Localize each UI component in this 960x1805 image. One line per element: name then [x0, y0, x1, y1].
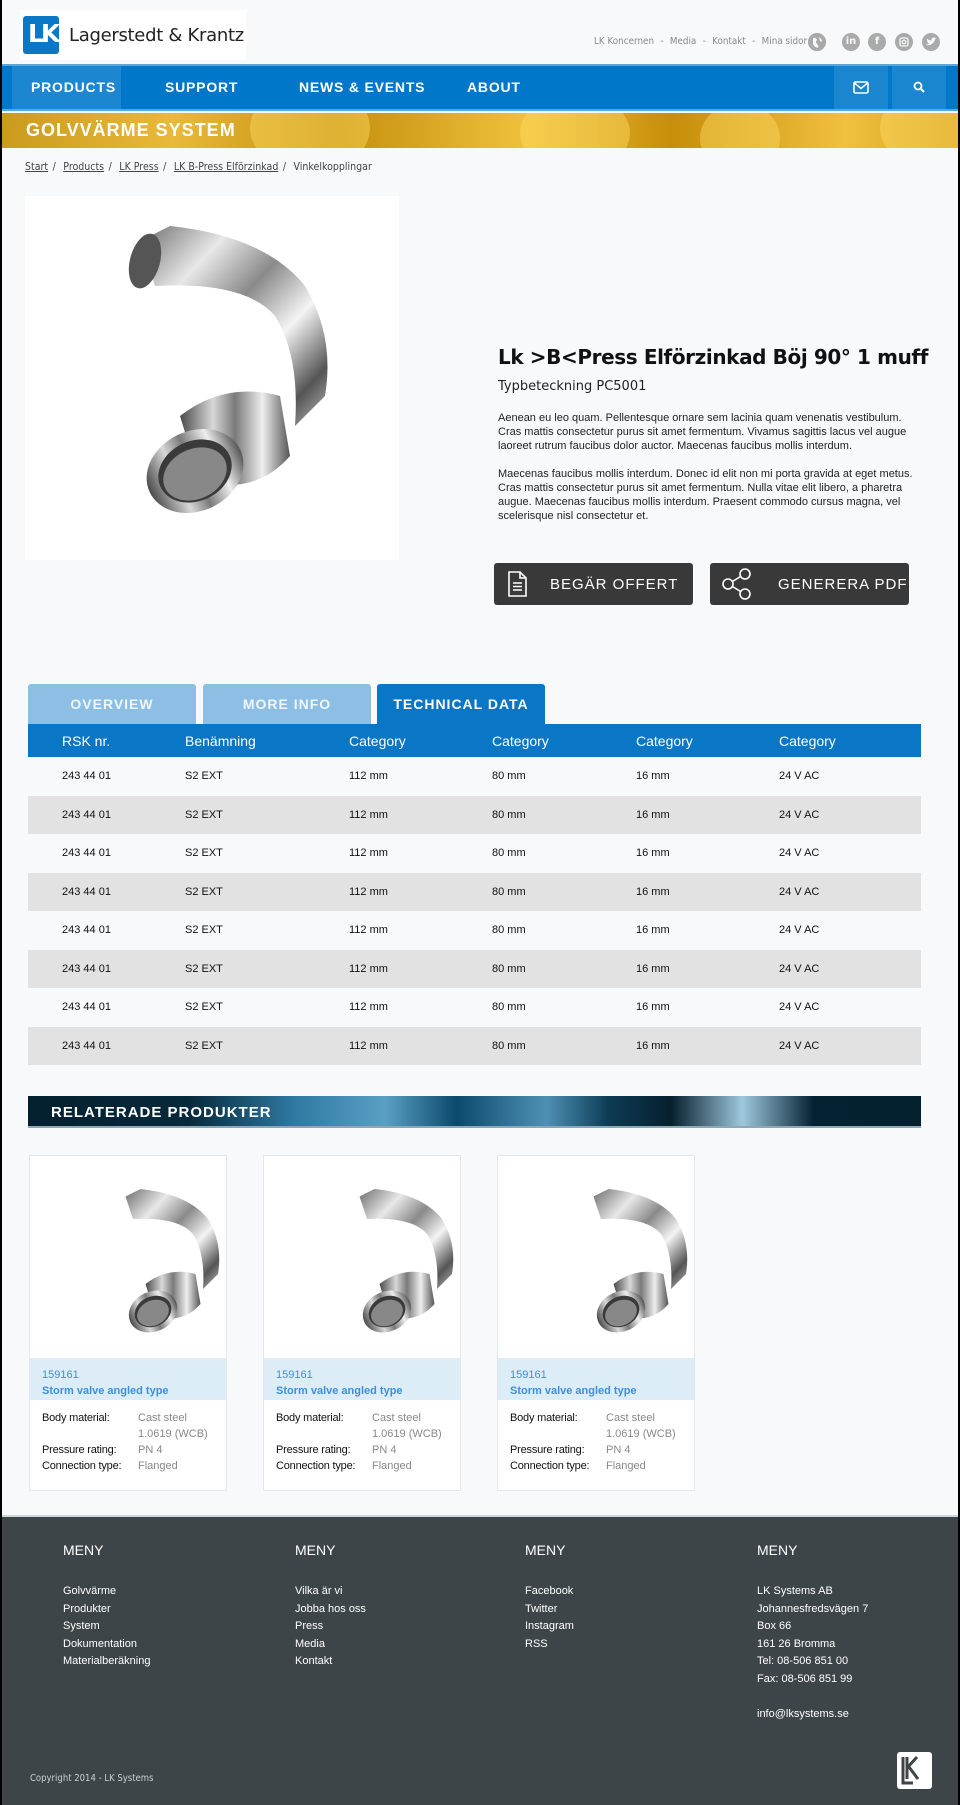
card-name[interactable]: Storm valve angled type: [42, 1385, 169, 1397]
card-image: [264, 1156, 460, 1358]
card-header[interactable]: [264, 1358, 460, 1400]
footer-link[interactable]: Jobba hos oss: [295, 1602, 366, 1615]
generate-pdf-button[interactable]: GENERERA PDF: [710, 563, 909, 605]
globe-icon[interactable]: [808, 33, 826, 51]
logo[interactable]: [20, 10, 246, 60]
table-row: 243 44 01 S2 EXT 112 mm 80 mm 16 mm 24 V AC: [62, 847, 820, 860]
facebook-icon[interactable]: f: [868, 33, 886, 51]
mail-button[interactable]: [834, 66, 888, 109]
site-header: [0, 0, 960, 64]
card-image: [30, 1156, 226, 1358]
table-row: 243 44 01 S2 EXT 112 mm 80 mm 16 mm 24 V AC: [62, 770, 820, 783]
table-row: 243 44 01 S2 EXT 112 mm 80 mm 16 mm 24 V AC: [28, 873, 921, 912]
footer-link[interactable]: Vilka är vi: [295, 1585, 343, 1597]
tab-more-info[interactable]: MORE INFO: [203, 684, 371, 724]
related-title: RELATERADE PRODUKTER: [51, 1104, 272, 1121]
nav-products[interactable]: PRODUCTS: [12, 66, 121, 109]
top-link-media[interactable]: Media: [669, 36, 697, 47]
footer-link-instagram[interactable]: Instagram: [525, 1620, 574, 1632]
product-title: Lk >B<Press Elförzinkad Böj 90° 1 muff: [498, 345, 929, 369]
card-image: [498, 1156, 694, 1358]
top-links: LK Koncernen - Media - Kontakt - Mina sidor: [594, 36, 808, 47]
table-row: 243 44 01 S2 EXT 112 mm 80 mm 16 mm 24 V AC: [28, 950, 921, 989]
footer-column: MENY Facebook Twitter Instagram RSS: [525, 1542, 574, 1653]
nav-news-events[interactable]: NEWS & EVENTS: [299, 79, 426, 95]
document-icon: [504, 570, 530, 598]
table-row: 243 44 01 S2 EXT 112 mm 80 mm 16 mm 24 V AC: [62, 1001, 820, 1014]
related-product-card[interactable]: [497, 1155, 695, 1491]
footer-contact: MENY LK Systems AB Johannesfredsvägen 7 Box 66 161 26 Bromma Tel: 08-506 851 00 Fax: 08-506 851 99 info@lksystems.se: [757, 1542, 868, 1723]
footer-column: MENY Vilka är vi Jobba hos oss Press Media Kontakt: [295, 1542, 366, 1671]
twitter-icon[interactable]: [922, 33, 940, 51]
breadcrumb-current: Vinkelkopplingar: [293, 161, 372, 173]
footer-link[interactable]: Golvvärme: [63, 1585, 117, 1597]
type-designation: Typbeteckning PC5001: [498, 379, 647, 394]
product-description: Aenean eu leo quam. Pellentesque ornare sem lacinia quam venenatis vestibulum. Cras mattis consectetur purus sit amet fermentum. Vivamus sagittis lacus vel augue laoreet rutrum faucibus dolor auctor. Maecenas faucibus mollis interdum. Maecenas faucibus mollis interdum. Donec id elit non mi porta gravida at eget metus. Cras mattis consectetur purus sit amet fermentum. Nulla vitae elit libero, a pharetra augue. Maecenas faucibus mollis interdum. Praesent commodo cursus magna, vel scelerisque nisl consectetur et.: [498, 412, 913, 522]
footer-logo[interactable]: [897, 1752, 932, 1789]
card-header[interactable]: [30, 1358, 226, 1400]
share-icon: [720, 568, 754, 600]
nav-support[interactable]: SUPPORT: [165, 79, 239, 95]
card-header[interactable]: [498, 1358, 694, 1400]
site-footer: [0, 1515, 960, 1805]
footer-column: MENY Golvvärme Produkter System Dokumentation Materialberäkning: [63, 1542, 150, 1671]
breadcrumb-lk-b-press[interactable]: LK B-Press Elförzinkad: [173, 161, 279, 173]
card-specs: Body material: Cast steel 1.0619 (WCB) Pressure rating: PN 4 Connection type: Flanged: [510, 1412, 676, 1472]
instagram-icon[interactable]: [895, 33, 913, 51]
footer-link[interactable]: Press: [295, 1620, 324, 1632]
footer-link[interactable]: Media: [295, 1637, 325, 1650]
footer-link-rss[interactable]: RSS: [525, 1637, 548, 1650]
mail-icon: [853, 81, 869, 94]
related-product-card[interactable]: [263, 1155, 461, 1491]
banner-title: GOLVVÄRME SYSTEM: [26, 120, 236, 140]
table-header: RSK nr. Benämning Category Category Category Category: [28, 724, 921, 757]
top-link-koncernen[interactable]: LK Koncernen: [594, 36, 655, 47]
top-link-mina-sidor[interactable]: Mina sidor: [761, 36, 808, 47]
card-id: 159161: [276, 1369, 313, 1381]
breadcrumb: Start / Products / LK Press / LK B-Press Elförzinkad / Vinkelkopplingar: [25, 161, 372, 173]
breadcrumb-start[interactable]: Start: [25, 161, 49, 173]
footer-link[interactable]: Produkter: [63, 1602, 111, 1615]
tab-technical-data[interactable]: TECHNICAL DATA: [377, 684, 545, 724]
table-row: 243 44 01 S2 EXT 112 mm 80 mm 16 mm 24 V AC: [28, 796, 921, 835]
logo-text: Lagerstedt & Krantz: [69, 24, 244, 46]
request-quote-button[interactable]: BEGÄR OFFERT: [494, 563, 693, 605]
footer-link[interactable]: Dokumentation: [63, 1637, 137, 1650]
related-products-banner: [28, 1096, 921, 1128]
top-link-kontakt[interactable]: Kontakt: [712, 36, 746, 47]
card-id: 159161: [42, 1369, 79, 1381]
linkedin-icon[interactable]: in: [842, 33, 860, 51]
copyright: Copyright 2014 - LK Systems: [30, 1773, 154, 1784]
search-button[interactable]: [892, 66, 946, 109]
breadcrumb-lk-press[interactable]: LK Press: [119, 161, 159, 173]
table-row: 243 44 01 S2 EXT 112 mm 80 mm 16 mm 24 V AC: [28, 1027, 921, 1066]
footer-link[interactable]: Materialberäkning: [63, 1655, 151, 1667]
footer-link[interactable]: Kontakt: [295, 1655, 333, 1667]
card-name[interactable]: Storm valve angled type: [510, 1385, 637, 1397]
category-banner: [0, 113, 960, 148]
footer-email-link[interactable]: info@lksystems.se: [757, 1707, 849, 1720]
table-row: 243 44 01 S2 EXT 112 mm 80 mm 16 mm 24 V AC: [62, 924, 820, 937]
card-specs: Body material: Cast steel 1.0619 (WCB) Pressure rating: PN 4 Connection type: Flanged: [276, 1412, 442, 1472]
breadcrumb-products[interactable]: Products: [63, 161, 105, 173]
footer-link-facebook[interactable]: Facebook: [525, 1585, 574, 1597]
search-icon: [913, 81, 925, 93]
card-specs: Body material: Cast steel 1.0619 (WCB) Pressure rating: PN 4 Connection type: Flanged: [42, 1412, 208, 1472]
tab-overview[interactable]: OVERVIEW: [28, 684, 196, 724]
nav-about[interactable]: ABOUT: [467, 79, 521, 95]
product-image: [25, 196, 399, 560]
related-product-card[interactable]: [29, 1155, 227, 1491]
lk-logo-mark: LK: [23, 16, 59, 54]
footer-link[interactable]: System: [63, 1620, 100, 1632]
card-id: 159161: [510, 1369, 547, 1381]
card-name[interactable]: Storm valve angled type: [276, 1385, 403, 1397]
main-nav: [0, 64, 960, 111]
technical-data-table: [28, 724, 921, 1065]
footer-link-twitter[interactable]: Twitter: [525, 1602, 558, 1615]
